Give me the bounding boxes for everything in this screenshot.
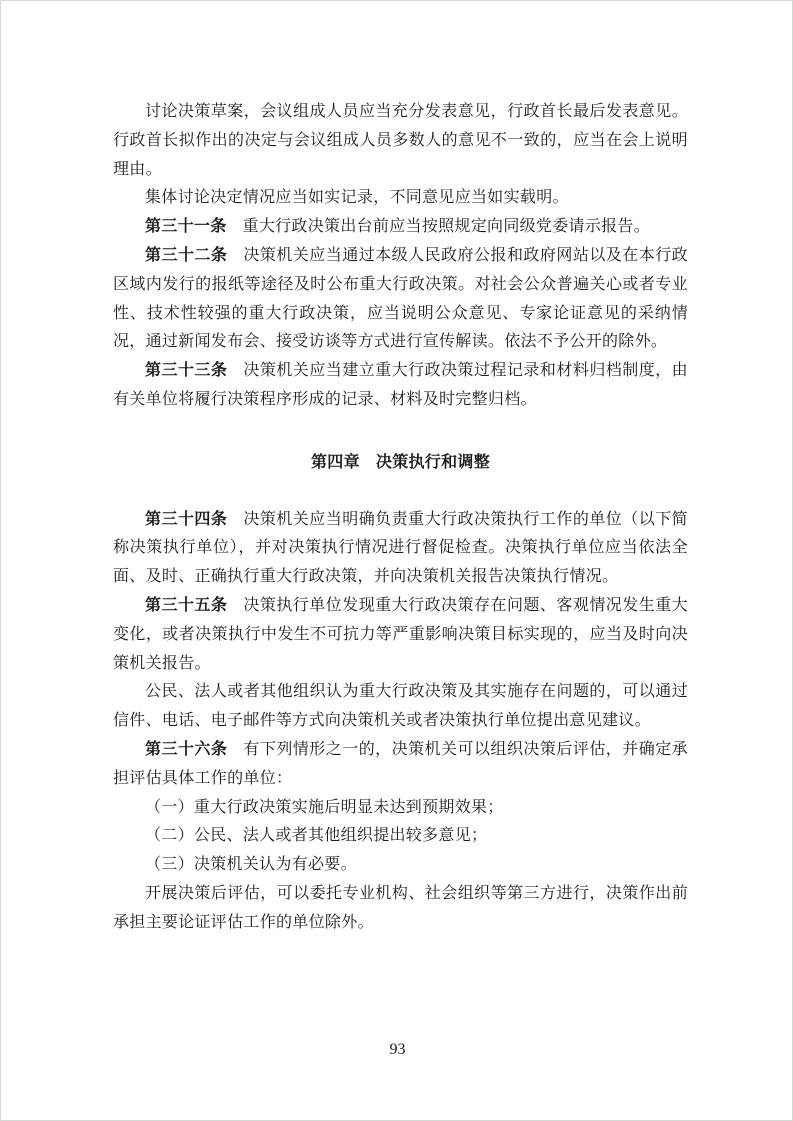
paragraph	[113, 241, 688, 356]
paragraph-text: 决策执行单位发现重大行政决策存在问题、客观情况发生重大变化，或者决策执行中发生不可抗力等严重影响决策目标实现的，应当及时向决策机关报告。	[113, 594, 688, 672]
list-item	[113, 821, 688, 850]
article-number: 第三十三条	[145, 360, 228, 380]
page-body	[113, 97, 688, 937]
list-item	[113, 850, 688, 879]
chapter-title: 决策执行和调整	[375, 451, 490, 471]
paragraph-text: 开展决策后评估，可以委托专业机构、社会组织等第三方进行，决策作出前承担主要论证评估工作的单位除外。	[113, 882, 688, 931]
paragraph-text: 重大行政决策出台前应当按照规定向同级党委请示报告。	[242, 216, 651, 236]
paragraph	[113, 591, 688, 677]
paragraph-text: 有下列情形之一的，决策机关可以组织决策后评估，并确定承担评估具体工作的单位：	[113, 738, 688, 787]
paragraph	[113, 183, 688, 212]
paragraph	[113, 356, 688, 414]
paragraph-text: 决策机关应当建立重大行政决策过程记录和材料归档制度，由有关单位将履行决策程序形成的记录、材料及时完整归档。	[113, 360, 688, 408]
paragraph	[113, 97, 688, 183]
article-number: 第三十二条	[145, 244, 228, 264]
paragraph-text: 决策机关应当通过本级人民政府公报和政府网站以及在本行政区域内发行的报纸等途径及时公布重大行政决策。对社会公众普遍关心或者专业性、技术性较强的重大行政决策，应当说明公众意见、专家论证意见的采纳情况，通过新闻发布会、接受访谈等方式进行宣传解读。依法不予公开的除外。	[113, 244, 688, 351]
paragraph-text: 集体讨论决定情况应当如实记录，不同意见应当如实载明。	[145, 187, 569, 207]
paragraph-text: 讨论决策草案，会议组成人员应当充分发表意见，行政首长最后发表意见。行政首长拟作出的决定与会议组成人员多数人的意见不一致的，应当在会上说明理由。	[113, 101, 688, 178]
article-number: 第三十四条	[145, 508, 228, 528]
paragraph	[113, 735, 688, 793]
paragraph	[113, 879, 688, 937]
paragraph	[113, 505, 688, 591]
article-number: 第三十六条	[145, 738, 228, 758]
article-number: 第三十一条	[145, 216, 227, 236]
chapter-number: 第四章	[310, 451, 360, 471]
article-number: 第三十五条	[145, 594, 228, 614]
paragraph-text: 公民、法人或者其他组织认为重大行政决策及其实施存在问题的，可以通过信件、电话、电子邮件等方式向决策机关或者决策执行单位提出意见建议。	[113, 681, 688, 730]
chapter-heading	[113, 448, 688, 477]
list-item	[113, 793, 688, 822]
paragraph-text: 决策机关应当明确负责重大行政决策执行工作的单位（以下简称决策执行单位），并对决策执行情况进行督促检查。决策执行单位应当依法全面、及时、正确执行重大行政决策，并向决策机关报告决策执行情况。	[113, 508, 688, 586]
paragraph	[113, 212, 688, 241]
paragraph-text: （三）决策机关认为有必要。	[145, 854, 357, 874]
page-number: 93	[389, 1041, 406, 1058]
paragraph-text: （二）公民、法人或者其他组织提出较多意见；	[145, 825, 488, 845]
paragraph	[113, 677, 688, 735]
paragraph-text: （一）重大行政决策实施后明显未达到预期效果；	[145, 796, 504, 816]
